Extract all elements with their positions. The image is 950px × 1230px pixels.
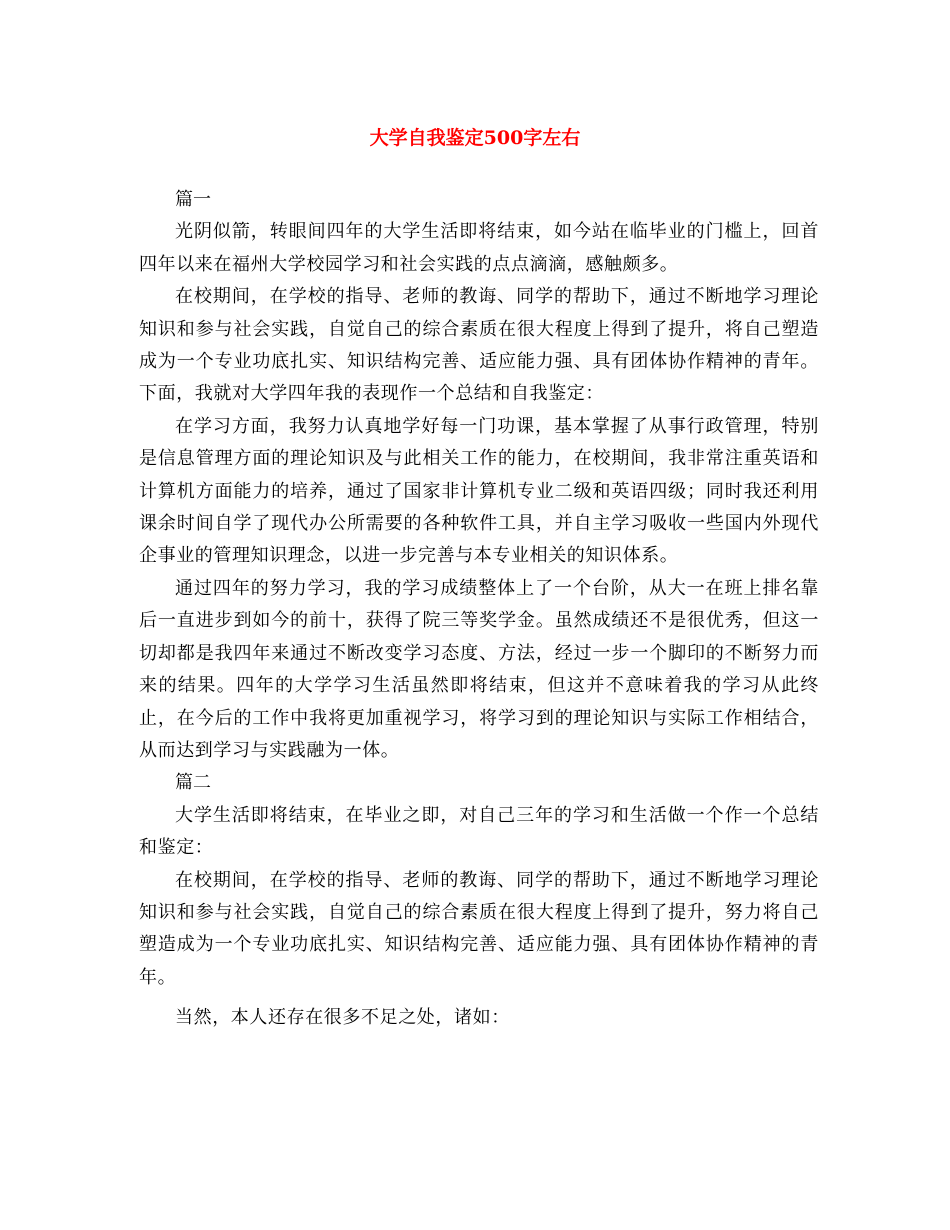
paragraph: 大学生活即将结束，在毕业之即，对自己三年的学习和生活做一个作一个总结和鉴定：	[139, 804, 819, 859]
document-title: 大学自我鉴定500字左右	[369, 127, 581, 149]
section-heading: 篇二	[175, 772, 211, 794]
paragraph: 当然，本人还存在很多不足之处，诸如：	[175, 1007, 510, 1029]
document-body	[139, 184, 819, 1035]
paragraph: 通过四年的努力学习，我的学习成绩整体上了一个台阶，从大一在班上排名靠后一直进步到如今的前十，获得了院三等奖学金。虽然成绩还不是很优秀，但这一切却都是我四年来通过不断改变学习态度、方法，经过一步一个脚印的不断努力而来的结果。四年的大学学习生活虽然即将结束，但这并不意味着我的学习从此终止，在今后的工作中我将更加重视学习，将学习到的理论知识与实际工作相结合，从而达到学习与实践融为一体。	[139, 577, 819, 761]
section-heading: 篇一	[175, 189, 211, 210]
paragraph: 光阴似箭，转眼间四年的大学生活即将结束，如今站在临毕业的门槛上，回首四年以来在福州大学校园学习和社会实践的点点滴滴，感触颇多。	[139, 221, 819, 275]
paragraph: 在学习方面，我努力认真地学好每一门功课，基本掌握了从事行政管理，特别是信息管理方面的理论知识及与此相关工作的能力，在校期间，我非常注重英语和计算机方面能力的培养，通过了国家非计算机专业二级和英语四级；同时我还利用课余时间自学了现代办公所需要的各种软件工具，并自主学习吸收一些国内外现代企事业的管理知识理念，以进一步完善与本专业相关的知识体系。	[139, 415, 819, 567]
paragraph: 在校期间，在学校的指导、老师的教诲、同学的帮助下，通过不断地学习理论知识和参与社会实践，自觉自己的综合素质在很大程度上得到了提升，将自己塑造成为一个专业功底扎实、知识结构完善、适应能力强、具有团体协作精神的青年。下面，我就对大学四年我的表现作一个总结和自我鉴定：	[139, 286, 819, 405]
paragraph: 在校期间，在学校的指导、老师的教诲、同学的帮助下，通过不断地学习理论知识和参与社会实践，自觉自己的综合素质在很大程度上得到了提升，努力将自己塑造成为一个专业功底扎实、知识结构完善、适应能力强、具有团体协作精神的青年。	[139, 869, 819, 988]
